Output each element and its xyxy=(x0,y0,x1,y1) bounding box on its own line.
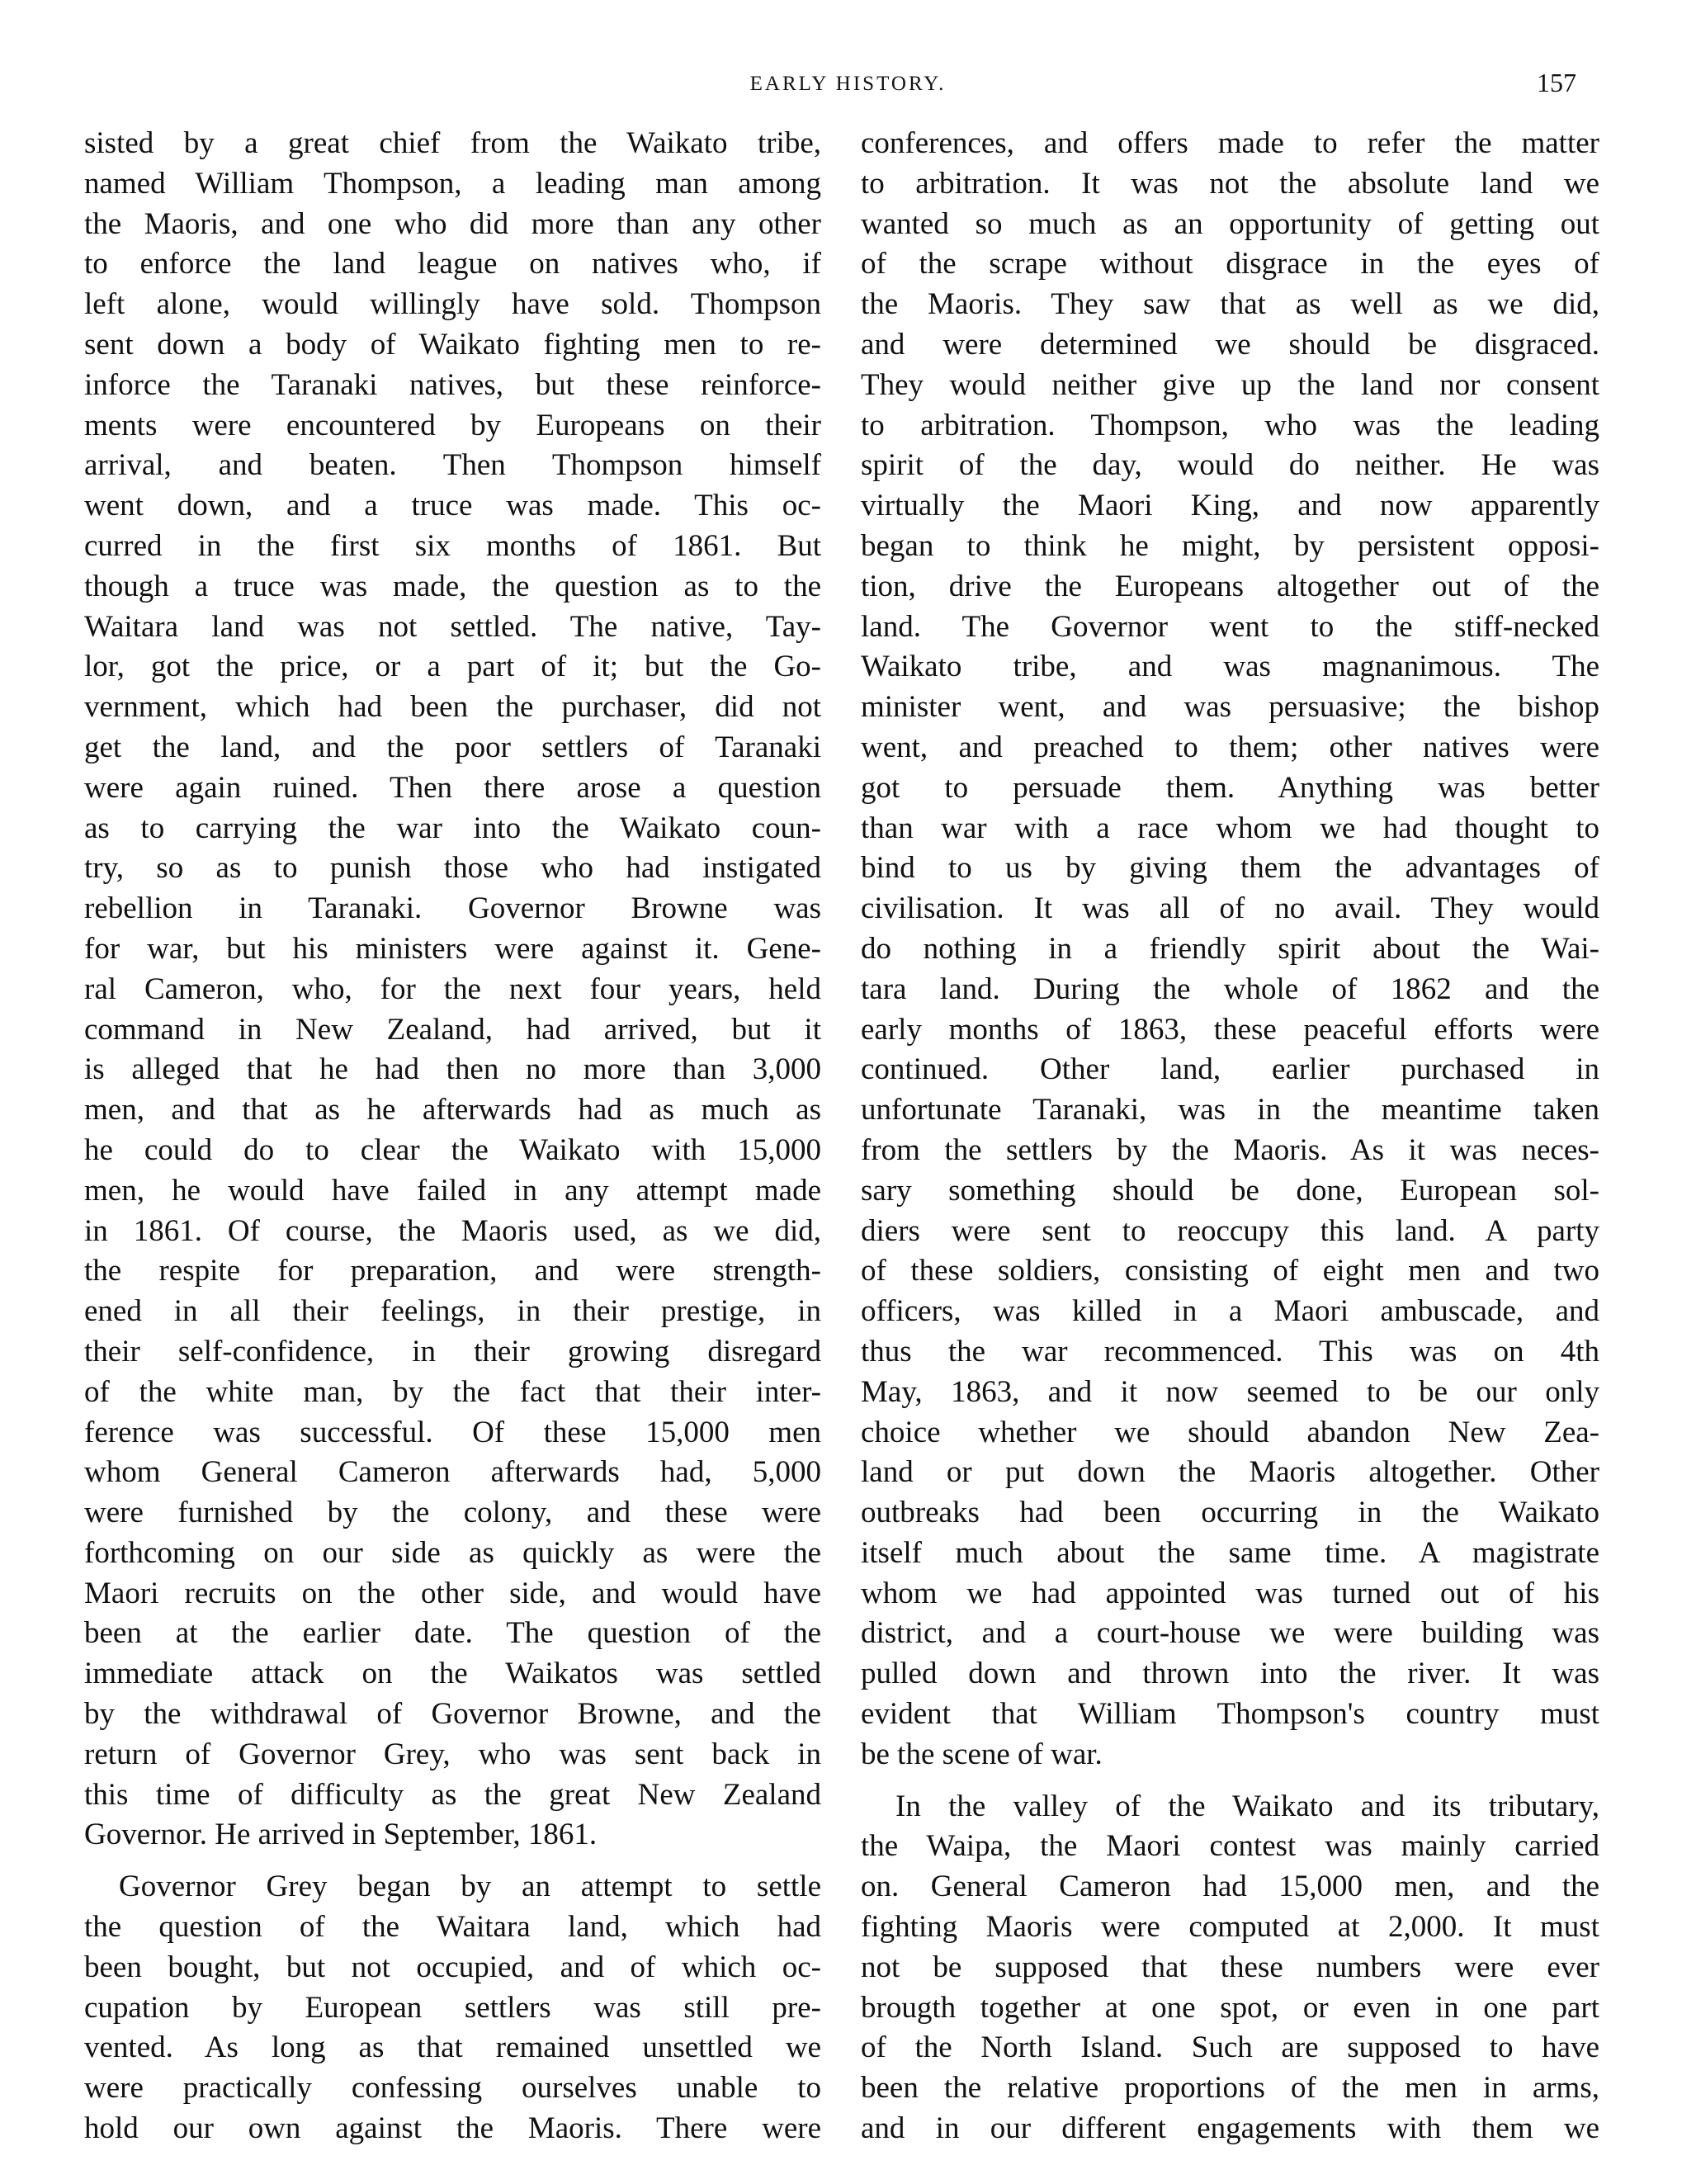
text-line: cupation by European settlers was still pre- xyxy=(84,1990,821,2025)
text-line: Waikato tribe, and was magnanimous. The xyxy=(861,650,1599,684)
text-line: whom General Cameron afterwards had, 5,000 xyxy=(84,1455,821,1490)
text-line: their self-confidence, in their growing disregard xyxy=(84,1334,821,1369)
left-column xyxy=(84,124,821,2161)
text-line: tion, drive the Europeans altogether out of the xyxy=(861,569,1599,603)
text-line: diers were sent to reoccupy this land. A party xyxy=(861,1213,1599,1248)
text-line: he could do to clear the Waikato with 15,000 xyxy=(84,1132,821,1167)
text-line: began to think he might, by persistent opposi- xyxy=(861,528,1599,563)
paragraph xyxy=(861,124,1599,1775)
text-line: to arbitration. Thompson, who was the leading xyxy=(861,408,1599,442)
text-line: brougth together at one spot, or even in one part xyxy=(861,1990,1599,2025)
text-line: as to carrying the war into the Waikato coun- xyxy=(84,811,821,845)
text-line: be the scene of war. xyxy=(861,1737,1103,1771)
text-line: Maori recruits on the other side, and would have xyxy=(84,1576,821,1610)
text-line: not be supposed that these numbers were ever xyxy=(861,1950,1599,1984)
text-line: went down, and a truce was made. This oc- xyxy=(84,489,821,523)
text-line: sisted by a great chief from the Waikato tribe, xyxy=(84,126,821,160)
text-line: minister went, and was persuasive; the bishop xyxy=(861,690,1599,725)
text-line: sent down a body of Waikato fighting men to re- xyxy=(84,327,821,362)
text-line: Governor. He arrived in September, 1861. xyxy=(84,1818,598,1852)
text-line: ral Cameron, who, for the next four years, held xyxy=(84,971,821,1006)
text-line: spirit of the day, would do neither. He was xyxy=(861,448,1599,483)
text-line: Governor Grey began by an attempt to settle xyxy=(119,1870,821,1904)
text-line: vernment, which had been the purchaser, did not xyxy=(84,690,821,725)
text-line: to enforce the land league on natives who, if xyxy=(84,247,821,281)
text-line: the question of the Waitara land, which had xyxy=(84,1910,821,1945)
text-line: officers, was killed in a Maori ambuscade, and xyxy=(861,1294,1599,1329)
text-line: land or put down the Maoris altogether. Other xyxy=(861,1455,1599,1490)
text-line: arrival, and beaten. Then Thompson himself xyxy=(84,448,821,483)
text-line: named William Thompson, a leading man among xyxy=(84,166,821,201)
text-line: been the relative proportions of the men in arms, xyxy=(861,2071,1599,2106)
text-line: the Maoris, and one who did more than any other xyxy=(84,206,821,241)
text-line: May, 1863, and it now seemed to be our only xyxy=(861,1374,1599,1409)
text-line: hold our own against the Maoris. There were xyxy=(84,2111,821,2146)
right-column xyxy=(861,124,1599,2161)
page-number: 157 xyxy=(1537,68,1576,97)
text-line: ments were encountered by Europeans on their xyxy=(84,408,821,442)
text-line: got to persuade them. Anything was better xyxy=(861,770,1599,805)
text-line: is alleged that he had then no more than 3,000 xyxy=(84,1052,821,1087)
text-line: curred in the first six months of 1861. But xyxy=(84,528,821,563)
text-line: evident that William Thompson's country must xyxy=(861,1697,1599,1732)
text-line: bind to us by giving them the advantages of xyxy=(861,851,1599,886)
text-line: than war with a race whom we had thought to xyxy=(861,811,1599,845)
text-line: conferences, and offers made to refer the matter xyxy=(861,126,1599,160)
text-line: fighting Maoris were computed at 2,000. It must xyxy=(861,1910,1599,1945)
text-line: went, and preached to them; other natives were xyxy=(861,730,1599,764)
text-line: tara land. During the whole of 1862 and the xyxy=(861,971,1599,1006)
text-line: of the white man, by the fact that their inter- xyxy=(84,1374,821,1409)
text-line: They would neither give up the land nor consent xyxy=(861,367,1599,402)
text-line: immediate attack on the Waikatos was settled xyxy=(84,1657,821,1691)
text-line: try, so as to punish those who had instigated xyxy=(84,851,821,886)
text-line: return of Governor Grey, who was sent back in xyxy=(84,1737,821,1771)
text-line: men, he would have failed in any attempt made xyxy=(84,1173,821,1208)
text-line: virtually the Maori King, and now apparently xyxy=(861,489,1599,523)
text-line: land. The Governor went to the stiff-necked xyxy=(861,609,1599,644)
text-line: and in our different engagements with them we xyxy=(861,2111,1599,2146)
text-line: were practically confessing ourselves unable to xyxy=(84,2071,821,2106)
text-line: in 1861. Of course, the Maoris used, as we did, xyxy=(84,1213,821,1248)
text-line: wanted so much as an opportunity of getting out xyxy=(861,206,1599,241)
text-line: forthcoming on our side as quickly as were the xyxy=(84,1535,821,1570)
text-line: left alone, would willingly have sold. Thompson xyxy=(84,287,821,322)
text-line: do nothing in a friendly spirit about the Wai- xyxy=(861,931,1599,966)
text-line: of these soldiers, consisting of eight men and two xyxy=(861,1254,1599,1288)
text-line: get the land, and the poor settlers of Taranaki xyxy=(84,730,821,764)
text-line: men, and that as he afterwards had as much as xyxy=(84,1093,821,1127)
text-line: were furnished by the colony, and these were xyxy=(84,1496,821,1530)
text-line: rebellion in Taranaki. Governor Browne was xyxy=(84,891,821,926)
text-line: inforce the Taranaki natives, but these reinforce- xyxy=(84,367,821,402)
text-line: been at the earlier date. The question of the xyxy=(84,1616,821,1651)
paragraph xyxy=(861,1787,1599,2149)
text-line: early months of 1863, these peaceful efforts were xyxy=(861,1012,1599,1047)
text-line: continued. Other land, earlier purchased in xyxy=(861,1052,1599,1087)
text-line: were again ruined. Then there arose a question xyxy=(84,770,821,805)
text-line: of the North Island. Such are supposed to have xyxy=(861,2030,1599,2065)
running-head: EARLY HISTORY. xyxy=(749,73,947,95)
text-line: to arbitration. It was not the absolute land we xyxy=(861,166,1599,201)
text-line: civilisation. It was all of no avail. They would xyxy=(861,891,1599,926)
text-line: ened in all their feelings, in their prestige, in xyxy=(84,1294,821,1329)
text-line: from the settlers by the Maoris. As it was neces- xyxy=(861,1132,1599,1167)
text-line: choice whether we should abandon New Zea- xyxy=(861,1415,1599,1449)
text-line: outbreaks had been occurring in the Waikato xyxy=(861,1496,1599,1530)
text-line: vented. As long as that remained unsettled we xyxy=(84,2030,821,2065)
text-line: the Waipa, the Maori contest was mainly carried xyxy=(861,1829,1599,1864)
text-line: by the withdrawal of Governor Browne, and the xyxy=(84,1697,821,1732)
text-line: the respite for preparation, and were strength- xyxy=(84,1254,821,1288)
text-line: itself much about the same time. A magistrate xyxy=(861,1535,1599,1570)
text-line: whom we had appointed was turned out of his xyxy=(861,1576,1599,1610)
text-line: been bought, but not occupied, and of which oc- xyxy=(84,1950,821,1984)
text-line: Waitara land was not settled. The native, Tay- xyxy=(84,609,821,644)
text-line: this time of difficulty as the great New Zealand xyxy=(84,1777,821,1812)
text-line: for war, but his ministers were against it. Gene- xyxy=(84,931,821,966)
text-line: thus the war recommenced. This was on 4th xyxy=(861,1334,1599,1369)
text-line: lor, got the price, or a part of it; but the Go- xyxy=(84,650,821,684)
text-line: on. General Cameron had 15,000 men, and the xyxy=(861,1870,1599,1904)
text-line: of the scrape without disgrace in the eyes of xyxy=(861,247,1599,281)
paragraph xyxy=(84,1867,821,2149)
text-line: though a truce was made, the question as to the xyxy=(84,569,821,603)
text-line: district, and a court-house we were building was xyxy=(861,1616,1599,1651)
text-line: and were determined we should be disgraced. xyxy=(861,327,1599,362)
text-line: sary something should be done, European sol- xyxy=(861,1173,1599,1208)
text-line: ference was successful. Of these 15,000 men xyxy=(84,1415,821,1449)
text-line: pulled down and thrown into the river. It was xyxy=(861,1657,1599,1691)
text-line: In the valley of the Waikato and its tributary, xyxy=(895,1789,1599,1823)
text-line: unfortunate Taranaki, was in the meantime taken xyxy=(861,1093,1599,1127)
paragraph xyxy=(84,124,821,1855)
text-line: the Maoris. They saw that as well as we did, xyxy=(861,287,1599,322)
text-line: command in New Zealand, had arrived, but it xyxy=(84,1012,821,1047)
